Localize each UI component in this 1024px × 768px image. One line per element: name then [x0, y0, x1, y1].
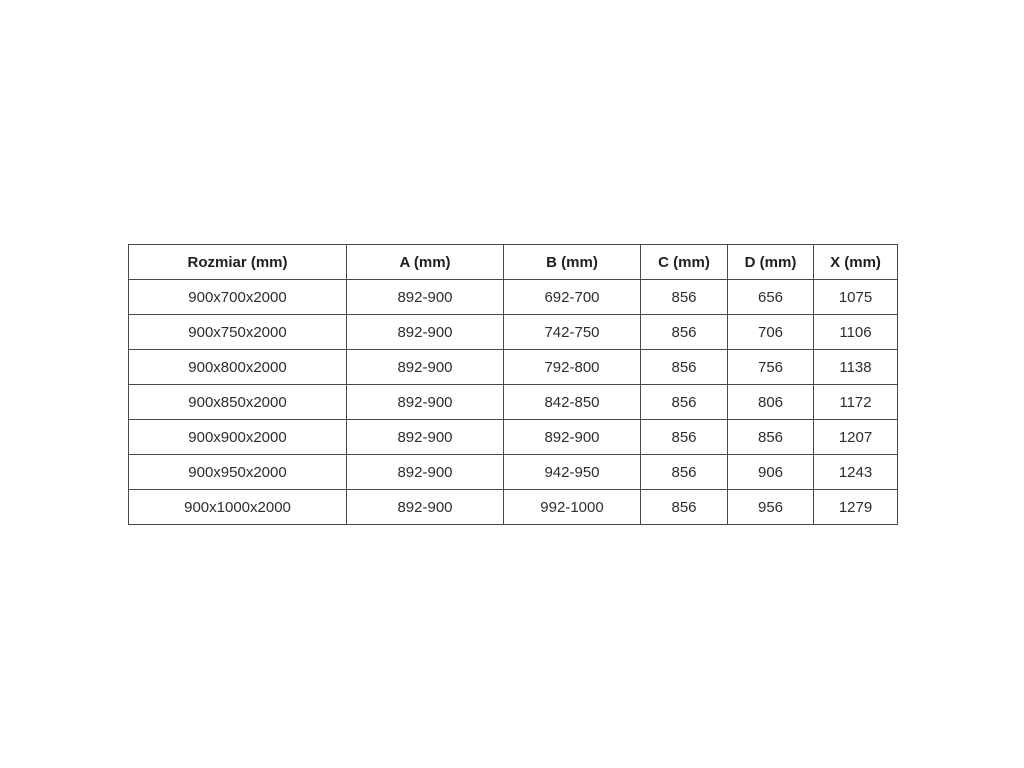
column-header-b: B (mm)	[504, 245, 641, 280]
cell-a: 892-900	[347, 420, 504, 455]
column-header-d: D (mm)	[728, 245, 814, 280]
cell-x: 1138	[814, 350, 898, 385]
cell-b: 692-700	[504, 280, 641, 315]
cell-rozmiar: 900x750x2000	[129, 315, 347, 350]
cell-x: 1279	[814, 490, 898, 525]
cell-d: 806	[728, 385, 814, 420]
table-row	[129, 455, 898, 490]
cell-c: 856	[641, 490, 728, 525]
cell-rozmiar: 900x800x2000	[129, 350, 347, 385]
table-header	[129, 245, 898, 280]
cell-c: 856	[641, 350, 728, 385]
header-row	[129, 245, 898, 280]
cell-c: 856	[641, 280, 728, 315]
cell-rozmiar: 900x900x2000	[129, 420, 347, 455]
table-row	[129, 385, 898, 420]
cell-d: 706	[728, 315, 814, 350]
cell-rozmiar: 900x700x2000	[129, 280, 347, 315]
table-row	[129, 420, 898, 455]
dimensions-table	[128, 244, 898, 525]
table-row	[129, 490, 898, 525]
cell-d: 956	[728, 490, 814, 525]
table-row	[129, 280, 898, 315]
cell-b: 792-800	[504, 350, 641, 385]
cell-b: 742-750	[504, 315, 641, 350]
cell-a: 892-900	[347, 315, 504, 350]
cell-d: 856	[728, 420, 814, 455]
cell-d: 656	[728, 280, 814, 315]
cell-a: 892-900	[347, 490, 504, 525]
cell-c: 856	[641, 420, 728, 455]
cell-b: 942-950	[504, 455, 641, 490]
column-header-a: A (mm)	[347, 245, 504, 280]
cell-x: 1172	[814, 385, 898, 420]
cell-b: 892-900	[504, 420, 641, 455]
cell-a: 892-900	[347, 350, 504, 385]
cell-d: 756	[728, 350, 814, 385]
cell-a: 892-900	[347, 455, 504, 490]
cell-rozmiar: 900x1000x2000	[129, 490, 347, 525]
cell-c: 856	[641, 385, 728, 420]
table-row	[129, 315, 898, 350]
cell-a: 892-900	[347, 385, 504, 420]
cell-c: 856	[641, 315, 728, 350]
cell-x: 1243	[814, 455, 898, 490]
cell-c: 856	[641, 455, 728, 490]
cell-d: 906	[728, 455, 814, 490]
table-body	[129, 280, 898, 525]
cell-x: 1207	[814, 420, 898, 455]
column-header-c: C (mm)	[641, 245, 728, 280]
column-header-x: X (mm)	[814, 245, 898, 280]
cell-a: 892-900	[347, 280, 504, 315]
table-row	[129, 350, 898, 385]
column-header-rozmiar: Rozmiar (mm)	[129, 245, 347, 280]
cell-x: 1075	[814, 280, 898, 315]
cell-rozmiar: 900x950x2000	[129, 455, 347, 490]
cell-b: 842-850	[504, 385, 641, 420]
cell-b: 992-1000	[504, 490, 641, 525]
cell-x: 1106	[814, 315, 898, 350]
cell-rozmiar: 900x850x2000	[129, 385, 347, 420]
